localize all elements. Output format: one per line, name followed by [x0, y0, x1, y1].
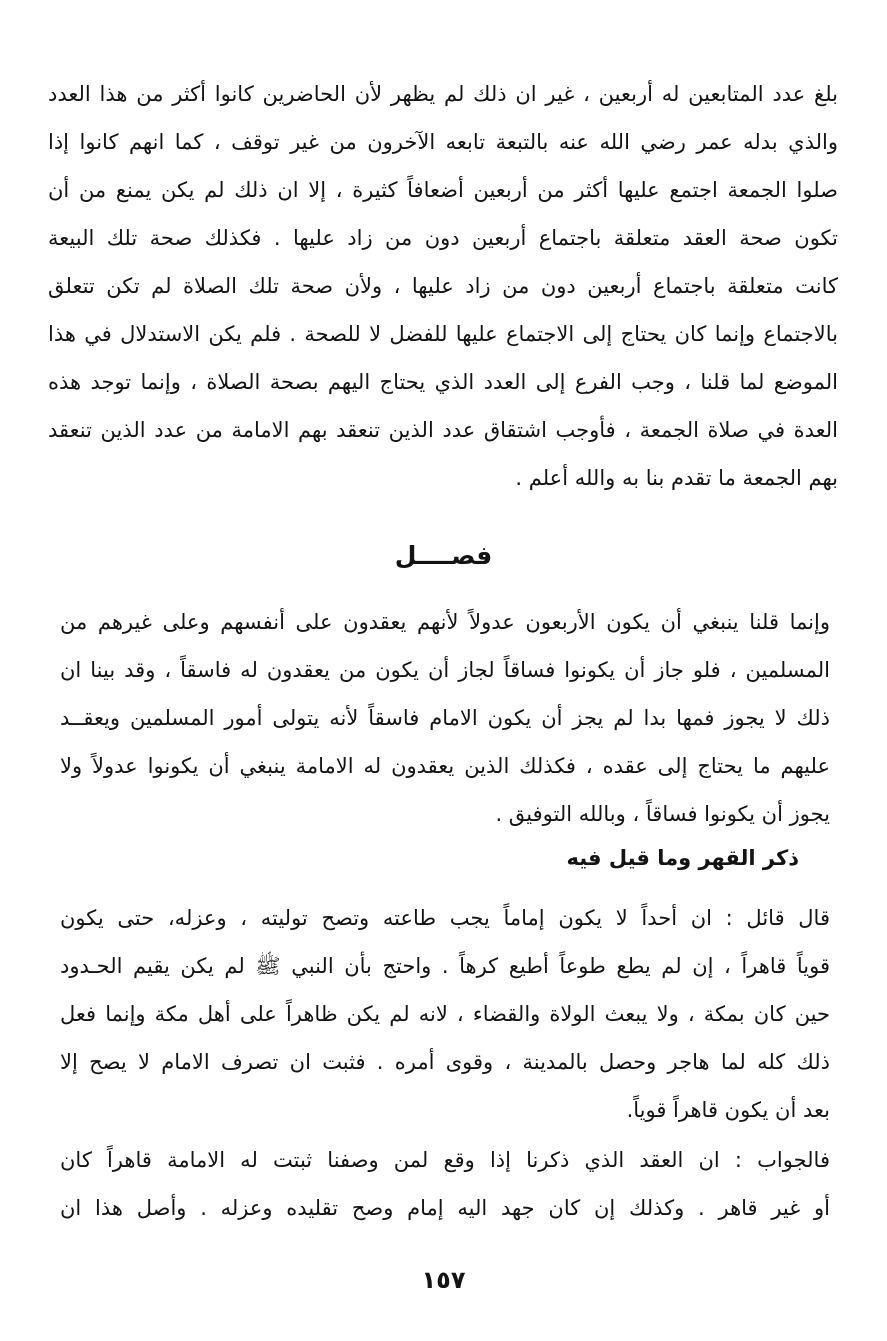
text-line: وإنما قلنا ينبغي أن يكون الأربعون عدولاً لأنهم يعقدون على أنفسهم وعلى غيرهم من [60, 610, 830, 634]
text-line: الموضع لما قلنا ، وجب الفرع إلى العدد الذي يحتاج اليهم بصحة الصلاة ، وإنما توجد هذه [48, 370, 838, 394]
text-line: أو غير قاهر . وكذلك إن كان جهد اليه إمام وصح تقليده وعزله . وأصل هذا ان [60, 1196, 830, 1220]
text-line: بلغ عدد المتابعين له أربعين ، غير ان ذلك لم يظهر لأن الحاضرين كانوا أكثر من هذا العدد [48, 82, 838, 106]
text-line: ذلك كله لما هاجر وحصل بالمدينة ، وقوى أمره . فثبت ان تصرف الامام لا يصح إلا [60, 1050, 830, 1074]
text-line: فالجواب : ان العقد الذي ذكرنا إذا وقع لمن وصفنا ثبتت له الامامة قاهراً كان [60, 1148, 830, 1172]
text-line: تكون صحة العقد متعلقة باجتماع أربعين دون من زاد عليها . فكذلك صحة تلك البيعة [48, 226, 838, 250]
text-line: بهم الجمعة ما تقدم بنا به والله أعلم . [515, 466, 838, 490]
text-line: العدة في صلاة الجمعة ، فأوجب اشتقاق عدد الذين تنعقد بهم الامامة من عدد الذين تنعقد [48, 418, 838, 442]
paragraph-2 [60, 598, 830, 838]
text-line: قال قائل : ان أحداً لا يكون إماماً يجب طاعته وتصح توليته ، وعزله، حتى يكون [60, 906, 830, 930]
text-line: بعد أن يكون قاهراً قوياً. [626, 1098, 830, 1122]
text-line: يجوز أن يكونوا فساقاً ، وبالله التوفيق . [495, 802, 830, 826]
text-line: عليهم ما يحتاج إلى عقده ، فكذلك الذين يعقدون له الامامة ينبغي أن يكونوا عدولاً ولا [60, 754, 830, 778]
paragraph-4 [60, 1136, 830, 1232]
text-line: حين كان بمكة ، ولا يبعث الولاة والقضاء ، لانه لم يكن ظاهراً على أهل مكة وإنما فعل [60, 1002, 830, 1026]
text-line: المسلمين ، فلو جاز أن يكونوا فساقاً لجاز أن يكون من يعقدون له فاسقاً ، وقد بينا ان [60, 658, 830, 682]
text-line: ذلك لا يجوز فمها بدا لم يجز أن يكون الامام فاسقاً لأنه يتولى أمور المسلمين ويعقــد [60, 706, 830, 730]
text-line: بالاجتماع وإنما كان يحتاج إلى الاجتماع عليها للفضل لا للصحة . فلم يكن الاستدلال في هذا [48, 322, 838, 346]
text-line: صلوا الجمعة اجتمع عليها أكثر من أربعين أضعافاً كثيرة ، إلا ان ذلك لم يكن يمنع من أن [48, 178, 838, 202]
text-line: قوياً قاهراً ، إن لم يطع طوعاً أطيع كرهاً . واحتج بأن النبي ﷺ لم يكن يقيم الحـدود [60, 954, 830, 978]
paragraph-3 [60, 894, 830, 1134]
section-title: فصــــل [394, 541, 493, 570]
page-number: ١٥٧ [421, 1266, 466, 1294]
text-line: كانت متعلقة باجتماع أربعين دون من زاد عليها ، ولأن صحة تلك الصلاة لم تكن تتعلق [48, 274, 838, 298]
subheading: ذكر القهر وما قيل فيه [566, 846, 799, 870]
paragraph-1 [48, 70, 838, 502]
text-line: والذي بدله عمر رضي الله عنه بالتبعة تابعه الآخرون من غير توقف ، كما انهم كانوا إذا [48, 130, 838, 154]
